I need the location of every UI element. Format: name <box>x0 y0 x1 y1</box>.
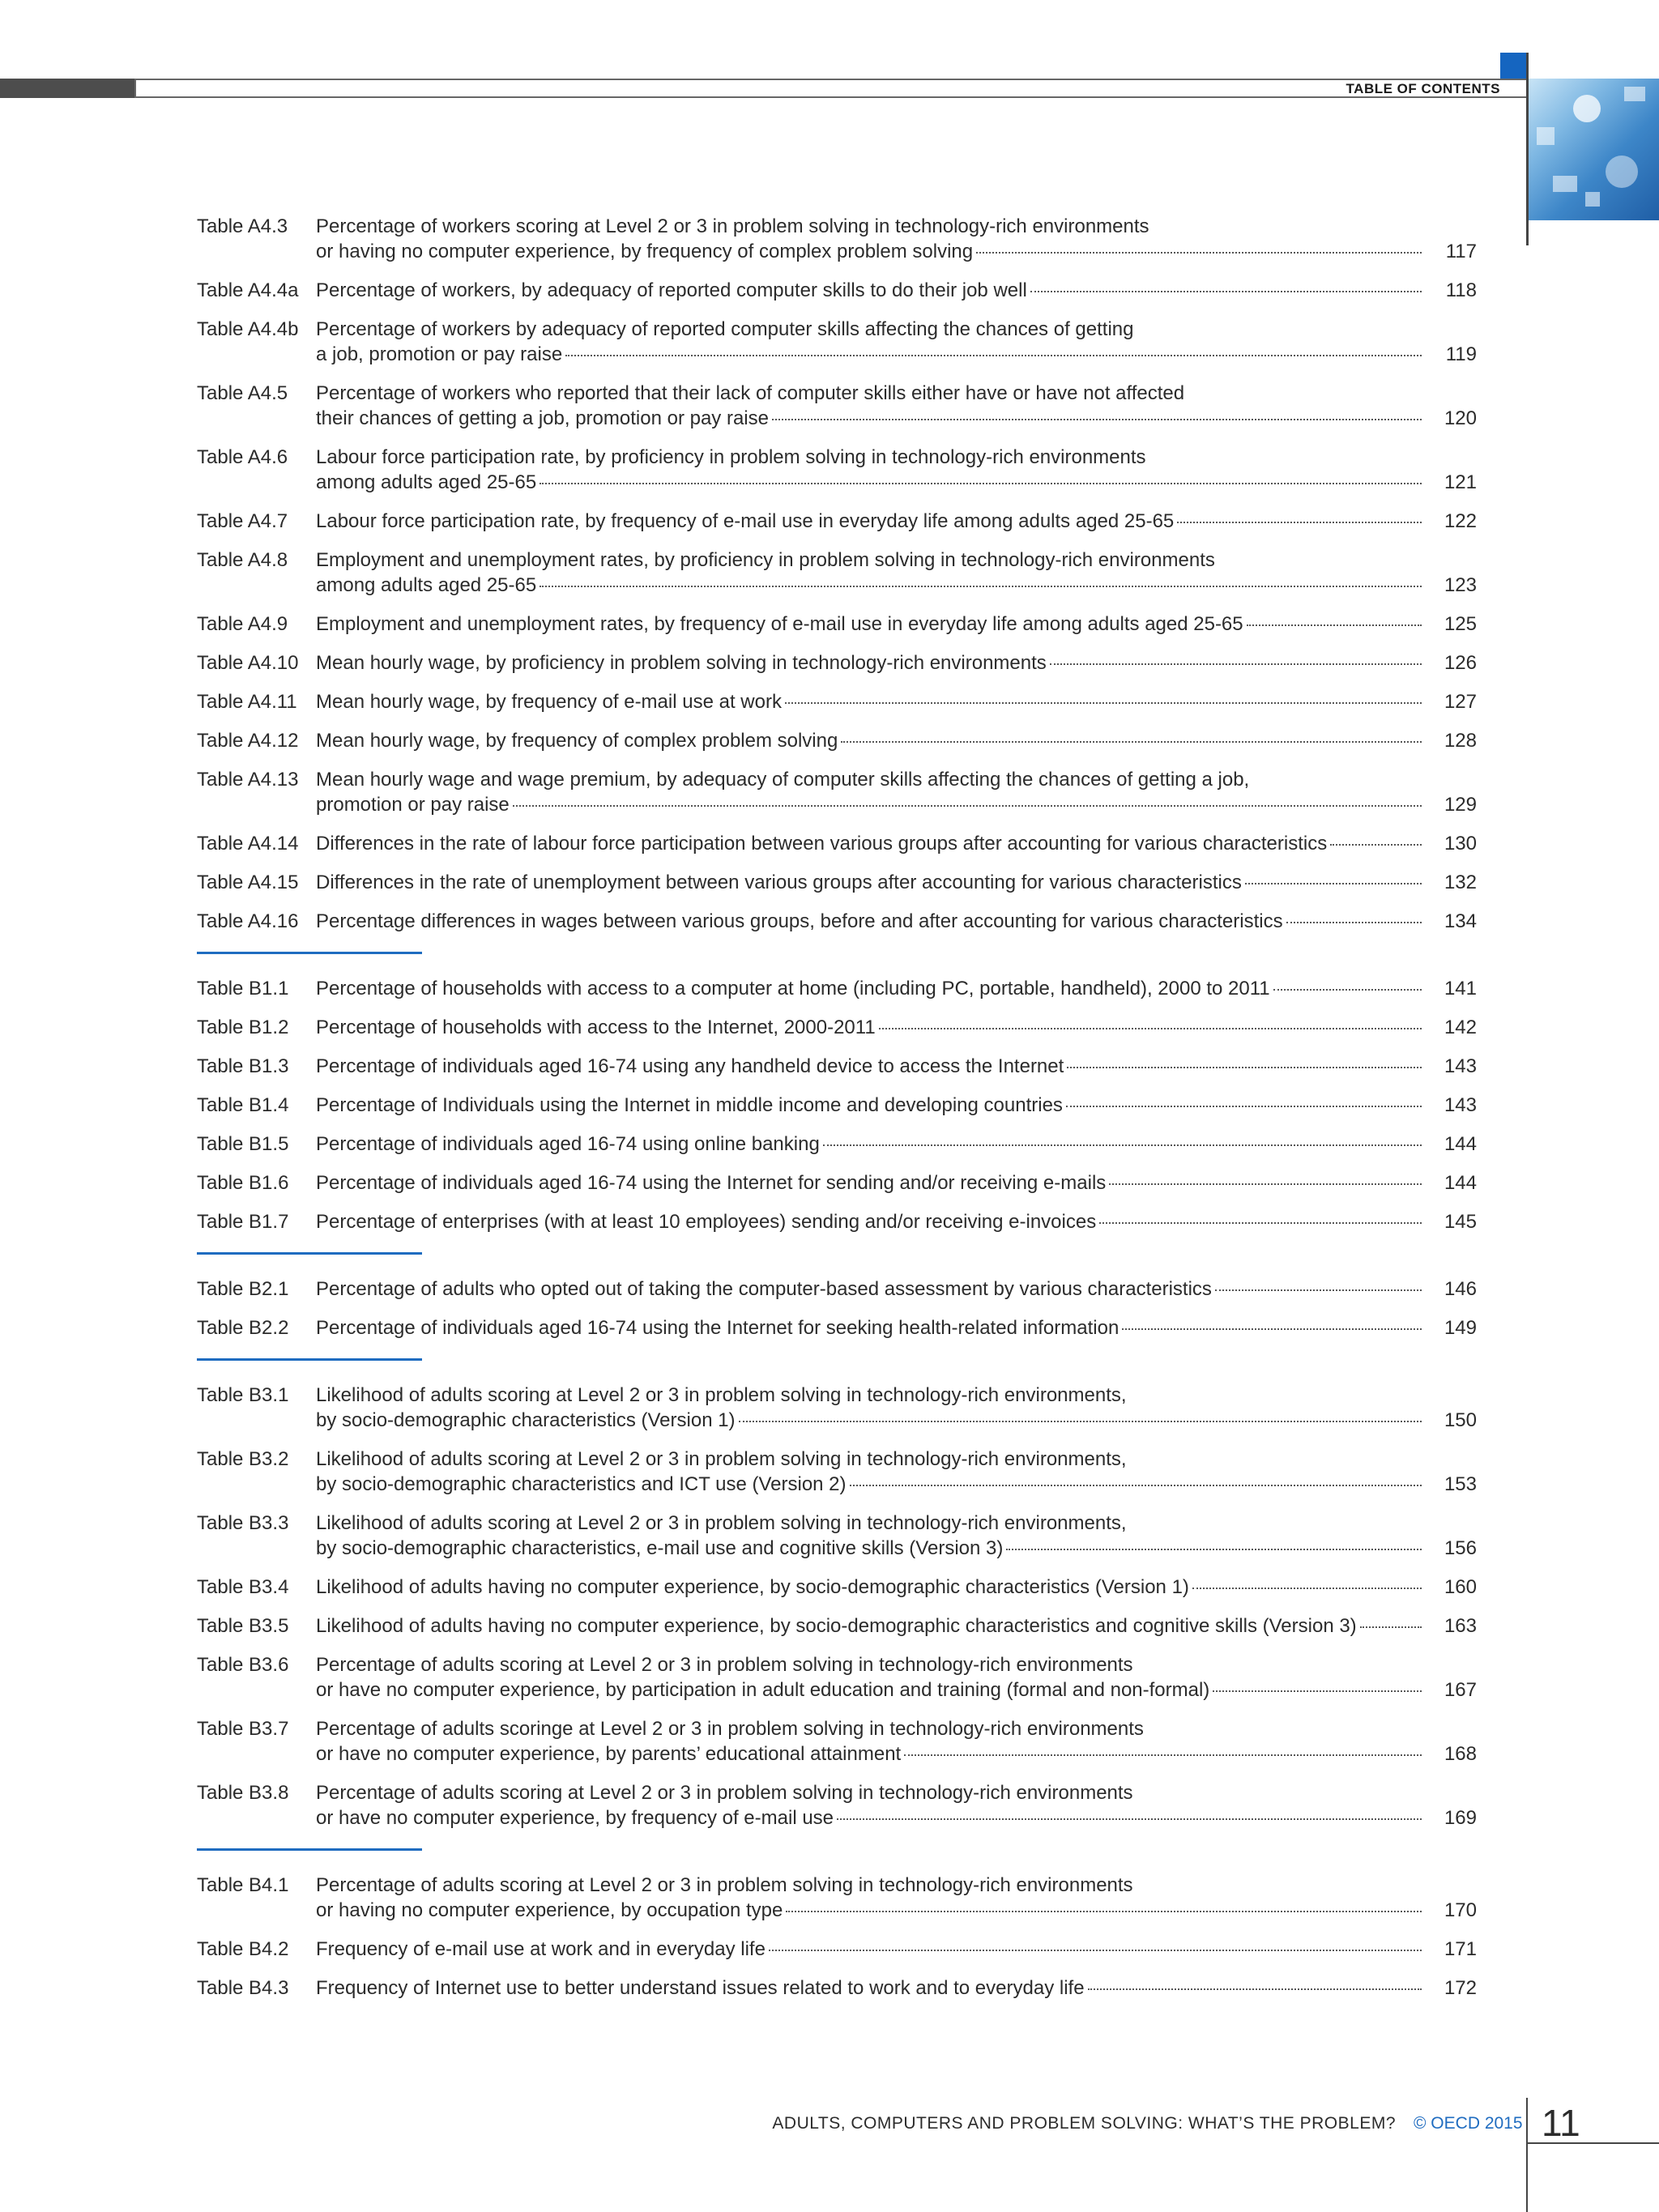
table-number: Table B3.3 <box>197 1512 289 1534</box>
table-title <box>316 317 1427 367</box>
table-title-line: or have no computer experience, by parents’ educational attainment <box>316 1743 902 1765</box>
toc-entry[interactable] <box>197 1015 1477 1040</box>
dot-leader <box>1066 1106 1422 1107</box>
section-separator <box>197 1252 422 1255</box>
table-title <box>316 1975 1427 2001</box>
table-title-line: Percentage of adults scoring at Level 2 or 3 in problem solving in technology-rich environments <box>316 1874 1133 1896</box>
footer-vertical-rule <box>1526 2098 1528 2212</box>
table-number: Table A4.15 <box>197 872 299 893</box>
dot-leader <box>772 419 1422 420</box>
table-number: Table B1.6 <box>197 1172 289 1194</box>
page-ref: 122 <box>1444 510 1477 532</box>
table-title-line: Percentage of individuals aged 16-74 using online banking <box>316 1133 820 1155</box>
table-number: Table A4.3 <box>197 215 288 237</box>
page-ref: 143 <box>1444 1094 1477 1116</box>
dot-leader <box>1273 989 1422 991</box>
table-title <box>316 767 1427 817</box>
table-title-line: or having no computer experience, by occupation type <box>316 1899 783 1921</box>
page-ref: 130 <box>1444 833 1477 855</box>
table-number: Table B3.6 <box>197 1654 289 1676</box>
dot-leader <box>850 1485 1422 1486</box>
table-title <box>316 1716 1427 1767</box>
table-number: Table B4.3 <box>197 1977 289 1999</box>
toc-entry[interactable] <box>197 381 1477 431</box>
table-title <box>316 445 1427 495</box>
toc-entry[interactable] <box>197 1575 1477 1600</box>
table-title-line: Frequency of Internet use to better understand issues related to work and to everyday life <box>316 1977 1085 1999</box>
table-number: Table A4.6 <box>197 446 288 468</box>
table-title <box>316 689 1427 714</box>
footer-book-title: ADULTS, COMPUTERS AND PROBLEM SOLVING: WHAT’S THE PROBLEM? <box>772 2114 1396 2133</box>
table-title-line: Labour force participation rate, by frequency of e-mail use in everyday life among adults aged 25-65 <box>316 510 1175 532</box>
table-number: Table B3.8 <box>197 1782 289 1804</box>
toc-entry[interactable] <box>197 1975 1477 2001</box>
dot-leader <box>1177 522 1422 523</box>
table-number: Table B4.1 <box>197 1874 289 1896</box>
page-ref: 146 <box>1444 1278 1477 1300</box>
table-title-line: Likelihood of adults scoring at Level 2 or 3 in problem solving in technology-rich environments, <box>316 1448 1127 1470</box>
page-ref: 156 <box>1444 1537 1477 1559</box>
table-title-line: Percentage of adults who opted out of taking the computer-based assessment by various characteristics <box>316 1278 1212 1300</box>
table-title <box>316 1511 1427 1561</box>
table-title <box>316 381 1427 431</box>
table-number: Table A4.14 <box>197 833 299 855</box>
table-number: Table A4.7 <box>197 510 288 532</box>
table-title <box>316 612 1427 637</box>
header-bottom-rule <box>134 96 1526 98</box>
table-number: Table A4.13 <box>197 769 299 791</box>
table-title <box>316 548 1427 598</box>
table-title-line: Percentage of workers who reported that their lack of computer skills either have or have not affected <box>316 382 1185 404</box>
table-title-line: Mean hourly wage, by frequency of complex problem solving <box>316 730 838 752</box>
page-ref: 160 <box>1444 1576 1477 1598</box>
table-number: Table A4.8 <box>197 549 288 571</box>
table-title-line: Percentage differences in wages between various groups, before and after accounting for various characteristics <box>316 910 1283 932</box>
dot-leader <box>739 1421 1422 1422</box>
table-number: Table A4.4a <box>197 279 299 301</box>
page-ref: 117 <box>1445 241 1477 262</box>
table-title <box>316 1652 1427 1703</box>
table-title-line: Percentage of Individuals using the Internet in middle income and developing countries <box>316 1094 1063 1116</box>
page-number: 11 <box>1542 2102 1580 2144</box>
table-title-line: Likelihood of adults having no computer experience, by socio-demographic characteristics and cognitive skills (Version 3) <box>316 1615 1357 1637</box>
dot-leader <box>786 1911 1422 1912</box>
toc-entry[interactable] <box>197 1652 1477 1703</box>
page-ref: 170 <box>1444 1899 1477 1921</box>
table-title-line: Likelihood of adults scoring at Level 2 or 3 in problem solving in technology-rich environments, <box>316 1512 1127 1534</box>
toc-entry[interactable] <box>197 612 1477 637</box>
dot-leader <box>1247 624 1422 626</box>
footer-copyright: © OECD 2015 <box>1414 2114 1523 2133</box>
table-number: Table A4.9 <box>197 613 288 635</box>
page-ref: 171 <box>1444 1938 1477 1960</box>
dot-leader <box>1213 1690 1422 1692</box>
dot-leader <box>769 1950 1422 1951</box>
toc-entry[interactable] <box>197 214 1477 264</box>
table-title-line: or have no computer experience, by participation in adult education and training (formal and non-formal) <box>316 1679 1210 1701</box>
dot-leader <box>539 586 1422 587</box>
table-title-line: Percentage of adults scoringe at Level 2 or 3 in problem solving in technology-rich environments <box>316 1718 1144 1740</box>
table-title-line: or having no computer experience, by frequency of complex problem solving <box>316 241 974 262</box>
page-ref: 126 <box>1444 652 1477 674</box>
table-title <box>316 831 1427 856</box>
table-number: Table B4.2 <box>197 1938 289 1960</box>
corner-accent-square <box>1500 53 1526 79</box>
page-ref: 153 <box>1444 1473 1477 1495</box>
dot-leader <box>1006 1549 1422 1550</box>
section-separator <box>197 1358 422 1361</box>
table-number: Table B2.1 <box>197 1278 289 1300</box>
page-ref: 134 <box>1444 910 1477 932</box>
header-rule-cap <box>134 79 136 98</box>
page-ref: 119 <box>1445 343 1477 365</box>
toc-entry[interactable] <box>197 509 1477 534</box>
table-number: Table B3.4 <box>197 1576 289 1598</box>
table-title-line: by socio-demographic characteristics, e-mail use and cognitive skills (Version 3) <box>316 1537 1004 1559</box>
table-title-line: Differences in the rate of unemployment between various groups after accounting for various characteristics <box>316 872 1242 893</box>
table-title-line: Employment and unemployment rates, by frequency of e-mail use in everyday life among adults aged 25-65 <box>316 613 1243 635</box>
table-title <box>316 278 1427 303</box>
table-title <box>316 1447 1427 1497</box>
toc-entry[interactable] <box>197 976 1477 1001</box>
page-ref: 168 <box>1444 1743 1477 1765</box>
table-title-line: among adults aged 25-65 <box>316 471 537 493</box>
page-ref: 172 <box>1444 1977 1477 1999</box>
table-number: Table B1.4 <box>197 1094 289 1116</box>
page-ref: 141 <box>1444 978 1477 999</box>
table-number: Table B3.5 <box>197 1615 289 1637</box>
table-number: Table B3.1 <box>197 1384 289 1406</box>
table-title <box>316 650 1427 676</box>
table-number: Table B2.2 <box>197 1317 289 1339</box>
table-number: Table A4.11 <box>197 691 297 713</box>
dot-leader <box>1245 883 1422 884</box>
table-title <box>316 728 1427 753</box>
section-separator <box>197 1848 422 1851</box>
table-title <box>316 1054 1427 1079</box>
page-ref: 127 <box>1444 691 1477 713</box>
dot-leader <box>1215 1289 1422 1291</box>
page-ref: 118 <box>1445 279 1477 301</box>
toc-entry[interactable] <box>197 1873 1477 1923</box>
toc-entry[interactable] <box>197 1383 1477 1433</box>
dot-leader <box>1122 1328 1422 1330</box>
dot-leader <box>513 805 1422 807</box>
table-title-line: Percentage of households with access to a computer at home (including PC, portable, handheld), 2000 to 2011 <box>316 978 1270 999</box>
toc-entry[interactable] <box>197 1132 1477 1157</box>
toc-entry[interactable] <box>197 278 1477 303</box>
toc-entry[interactable] <box>197 1276 1477 1302</box>
toc-entry[interactable] <box>197 317 1477 367</box>
table-title-line: Mean hourly wage, by proficiency in problem solving in technology-rich environments <box>316 652 1047 674</box>
header-top-rule <box>134 79 1526 80</box>
table-title <box>316 214 1427 264</box>
table-title <box>316 870 1427 895</box>
toc-entry[interactable] <box>197 767 1477 817</box>
dot-leader <box>785 702 1422 704</box>
toc-entry[interactable] <box>197 909 1477 934</box>
table-number: Table A4.5 <box>197 382 288 404</box>
table-number: Table A4.12 <box>197 730 299 752</box>
dot-leader <box>1099 1222 1422 1224</box>
table-title <box>316 976 1427 1001</box>
table-number: Table B1.1 <box>197 978 289 999</box>
page-ref: 142 <box>1444 1016 1477 1038</box>
table-title-line: Percentage of households with access to the Internet, 2000-2011 <box>316 1016 876 1038</box>
dot-leader <box>1050 663 1422 665</box>
toc-entry[interactable] <box>197 1613 1477 1639</box>
page-ref: 169 <box>1444 1807 1477 1829</box>
toc-entry[interactable] <box>197 1716 1477 1767</box>
page-ref: 163 <box>1444 1615 1477 1637</box>
header-dark-bar <box>0 79 134 98</box>
dot-leader <box>823 1144 1422 1146</box>
toc-entry[interactable] <box>197 870 1477 895</box>
table-title-line: or have no computer experience, by frequency of e-mail use <box>316 1807 834 1829</box>
toc-entry[interactable] <box>197 1937 1477 1962</box>
page-ref: 144 <box>1444 1133 1477 1155</box>
toc-entry[interactable] <box>197 1209 1477 1234</box>
table-number: Table B3.2 <box>197 1448 289 1470</box>
table-title <box>316 1170 1427 1196</box>
table-number: Table B1.5 <box>197 1133 289 1155</box>
toc-entry[interactable] <box>197 548 1477 598</box>
table-title-line: Percentage of individuals aged 16-74 using any handheld device to access the Internet <box>316 1055 1064 1077</box>
page-ref: 123 <box>1444 574 1477 596</box>
running-header: TABLE OF CONTENTS <box>1346 81 1500 96</box>
table-title-line: Percentage of enterprises (with at least 10 employees) sending and/or receiving e-invoices <box>316 1211 1097 1233</box>
table-title-line: Percentage of adults scoring at Level 2 or 3 in problem solving in technology-rich environments <box>316 1782 1133 1804</box>
table-title-line: promotion or pay raise <box>316 794 510 816</box>
table-number: Table B1.2 <box>197 1016 289 1038</box>
page-ref: 144 <box>1444 1172 1477 1194</box>
toc-entry[interactable] <box>197 1511 1477 1561</box>
table-title-line: their chances of getting a job, promotion or pay raise <box>316 407 769 429</box>
dot-leader <box>976 252 1422 254</box>
table-number: Table B3.7 <box>197 1718 289 1740</box>
dot-leader <box>904 1754 1422 1756</box>
table-title <box>316 1209 1427 1234</box>
table-title-line: Percentage of individuals aged 16-74 using the Internet for seeking health-related information <box>316 1317 1120 1339</box>
dot-leader <box>1030 291 1422 292</box>
table-title-line: Percentage of workers by adequacy of reported computer skills affecting the chances of getting <box>316 318 1134 340</box>
table-title <box>316 509 1427 534</box>
dot-leader <box>1330 844 1422 846</box>
table-number: Table A4.10 <box>197 652 299 674</box>
table-title <box>316 909 1427 934</box>
page-ref: 128 <box>1444 730 1477 752</box>
page-ref: 125 <box>1444 613 1477 635</box>
toc-entry[interactable] <box>197 650 1477 676</box>
toc-entry[interactable] <box>197 1054 1477 1079</box>
table-title-line: Employment and unemployment rates, by proficiency in problem solving in technology-rich environments <box>316 549 1215 571</box>
page-ref: 121 <box>1444 471 1477 493</box>
table-title <box>316 1383 1427 1433</box>
table-title-line: Percentage of individuals aged 16-74 using the Internet for sending and/or receiving e-mails <box>316 1172 1107 1194</box>
corner-decorative-image <box>1529 79 1659 220</box>
table-title-line: Percentage of adults scoring at Level 2 or 3 in problem solving in technology-rich environments <box>316 1654 1133 1676</box>
toc-entry[interactable] <box>197 1315 1477 1340</box>
table-title <box>316 1575 1427 1600</box>
table-title-line: among adults aged 25-65 <box>316 574 537 596</box>
table-title-line: a job, promotion or pay raise <box>316 343 563 365</box>
dot-leader <box>1109 1183 1422 1185</box>
dot-leader <box>1192 1588 1422 1589</box>
table-title <box>316 1873 1427 1923</box>
toc-entry[interactable] <box>197 1170 1477 1196</box>
toc-list <box>197 214 1477 2014</box>
page-ref: 145 <box>1444 1211 1477 1233</box>
dot-leader <box>1360 1626 1422 1628</box>
dot-leader <box>1088 1988 1422 1990</box>
table-number: Table A4.16 <box>197 910 299 932</box>
page-ref: 132 <box>1444 872 1477 893</box>
table-title-line: by socio-demographic characteristics and ICT use (Version 2) <box>316 1473 847 1495</box>
table-number: Table B1.7 <box>197 1211 289 1233</box>
dot-leader <box>1286 922 1422 923</box>
toc-entry[interactable] <box>197 445 1477 495</box>
table-title-line: Mean hourly wage and wage premium, by adequacy of computer skills affecting the chances of getting a job, <box>316 769 1250 791</box>
table-title <box>316 1015 1427 1040</box>
table-title-line: Mean hourly wage, by frequency of e-mail use at work <box>316 691 782 713</box>
table-title <box>316 1276 1427 1302</box>
table-title <box>316 1780 1427 1831</box>
section-separator <box>197 952 422 954</box>
table-title-line: Likelihood of adults having no computer experience, by socio-demographic characteristics (Version 1) <box>316 1576 1189 1598</box>
page-ref: 143 <box>1444 1055 1477 1077</box>
table-title <box>316 1937 1427 1962</box>
table-number: Table A4.4b <box>197 318 299 340</box>
table-title <box>316 1132 1427 1157</box>
table-title-line: Percentage of workers, by adequacy of reported computer skills to do their job well <box>316 279 1027 301</box>
dot-leader <box>841 741 1422 743</box>
toc-entry[interactable] <box>197 831 1477 856</box>
dot-leader <box>837 1818 1422 1820</box>
toc-entry[interactable] <box>197 1447 1477 1497</box>
table-number: Table B1.3 <box>197 1055 289 1077</box>
dot-leader <box>539 483 1422 484</box>
page-ref: 150 <box>1444 1409 1477 1431</box>
table-title-line: Labour force participation rate, by proficiency in problem solving in technology-rich environments <box>316 446 1146 468</box>
page-ref: 167 <box>1444 1679 1477 1701</box>
table-title <box>316 1613 1427 1639</box>
page-ref: 129 <box>1444 794 1477 816</box>
dot-leader <box>1067 1067 1422 1068</box>
table-title-line: Differences in the rate of labour force participation between various groups after accounting for various characteristics <box>316 833 1328 855</box>
table-title <box>316 1093 1427 1118</box>
table-title <box>316 1315 1427 1340</box>
dot-leader <box>565 355 1422 356</box>
table-title-line: Frequency of e-mail use at work and in everyday life <box>316 1938 766 1960</box>
table-title-line: Likelihood of adults scoring at Level 2 or 3 in problem solving in technology-rich environments, <box>316 1384 1127 1406</box>
toc-entry[interactable] <box>197 689 1477 714</box>
page-ref: 120 <box>1444 407 1477 429</box>
toc-entry[interactable] <box>197 1780 1477 1831</box>
dot-leader <box>879 1028 1422 1029</box>
toc-entry[interactable] <box>197 1093 1477 1118</box>
toc-entry[interactable] <box>197 728 1477 753</box>
table-title-line: by socio-demographic characteristics (Version 1) <box>316 1409 736 1431</box>
table-title-line: Percentage of workers scoring at Level 2 or 3 in problem solving in technology-rich environments <box>316 215 1149 237</box>
page-ref: 149 <box>1444 1317 1477 1339</box>
